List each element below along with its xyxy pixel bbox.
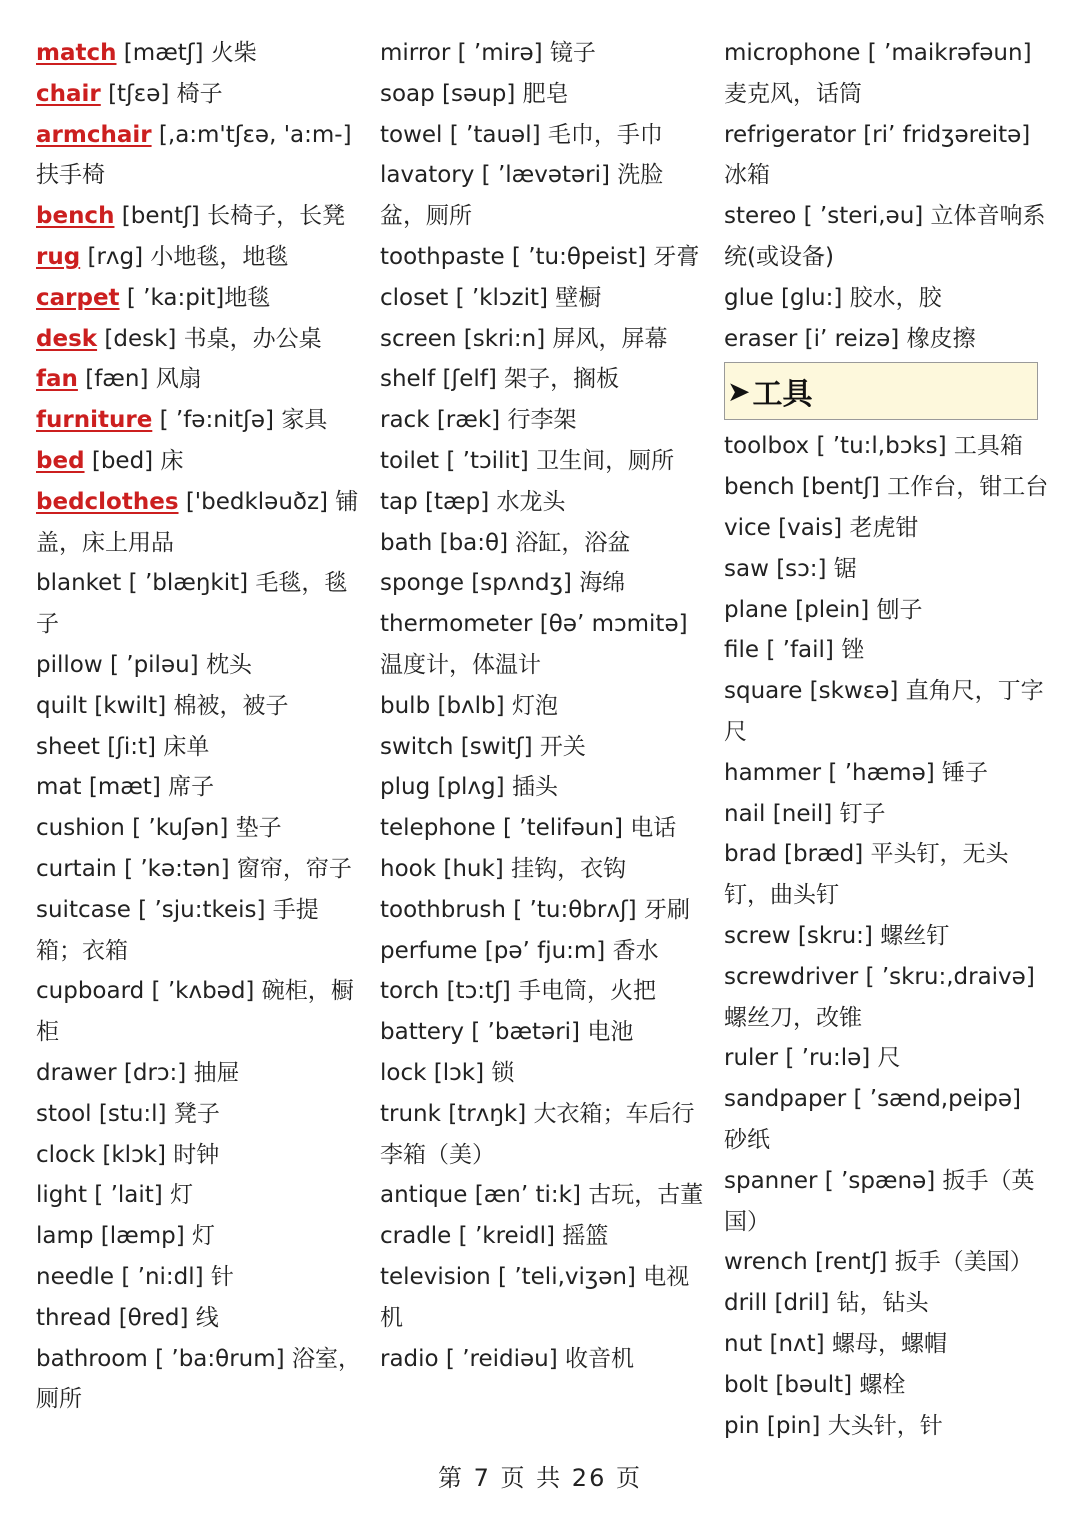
vocab-definition: [ ’kə:tən] 窗帘，帘子 (116, 855, 352, 882)
vocab-entry (36, 482, 362, 564)
vocab-entry (380, 1094, 706, 1176)
vocab-entry (724, 115, 1050, 197)
vocab-entry (724, 630, 1050, 671)
vocab-column-3 (724, 33, 1050, 1446)
vocab-definition: [ba:θ] 浴缸，浴盆 (432, 529, 631, 556)
vocab-word: square (724, 678, 803, 705)
vocab-definition: [ ’tu:l,bɔks] 工具箱 (809, 433, 1023, 460)
vocab-definition: [sɔ:] 锯 (768, 555, 857, 582)
vocab-word: suitcase (36, 896, 131, 923)
vocab-word: shelf (380, 366, 436, 393)
vocab-definition: [θred] 线 (111, 1304, 219, 1331)
vocab-entry (724, 278, 1050, 319)
vocab-word: needle (36, 1263, 115, 1290)
vocab-entry (380, 727, 706, 768)
vocab-definition: [ ’kʌbəd] 碗柜，橱柜 (36, 978, 354, 1046)
vocab-word: bench (36, 203, 115, 230)
vocab-definition: [ ’sju:tkeis] 手提箱；衣箱 (36, 896, 319, 964)
vocab-entry (724, 1406, 1050, 1447)
vocab-word: pillow (36, 651, 103, 678)
vocab-entry (380, 1339, 706, 1380)
vocab-word: thermometer (380, 611, 533, 638)
vocab-word: cupboard (36, 978, 145, 1005)
vocab-entry (380, 319, 706, 360)
vocab-entry (380, 1175, 706, 1216)
vocab-entry (724, 1242, 1050, 1283)
vocab-definition: [ ’lævətəri] 洗脸盆，厕所 (380, 162, 664, 230)
vocab-word: curtain (36, 855, 117, 882)
vocab-word: file (724, 637, 760, 664)
vocab-word: torch (380, 978, 440, 1005)
vocab-definition: [ ’sænd,peipə] 砂纸 (724, 1086, 1021, 1153)
vocab-entry (380, 931, 706, 972)
vocab-entry (724, 1324, 1050, 1365)
vocab-definition: [ ’kuʃən] 垫子 (124, 815, 282, 842)
vocab-definition: [ ’tauəl] 毛巾，手巾 (442, 121, 663, 148)
vocab-definition: [ ’fail] 锉 (759, 637, 865, 664)
vocab-word: glue (724, 284, 774, 311)
vocab-definition: [bəult] 螺栓 (768, 1371, 906, 1398)
vocab-entry (36, 971, 362, 1053)
vocab-definition: [stu:l] 凳子 (91, 1100, 220, 1127)
vocab-definition: [læmp] 灯 (93, 1223, 216, 1250)
vocab-definition: [ ’lait] 灯 (86, 1182, 194, 1209)
vocab-entry (724, 549, 1050, 590)
vocab-entry (36, 74, 362, 115)
vocab-definition: [drɔ:] 抽屉 (116, 1059, 240, 1086)
vocab-entry (36, 400, 362, 441)
vocab-word: screen (380, 325, 457, 352)
vocab-entry (724, 508, 1050, 549)
vocab-definition: [ ’fə:nitʃə] 家具 (152, 407, 328, 434)
vocab-definition: [ ’piləu] 枕头 (102, 651, 252, 678)
vocab-word: mirror (380, 40, 451, 66)
vocab-word: clock (36, 1141, 96, 1168)
vocab-entry (380, 890, 706, 931)
vocab-word: bedclothes (36, 488, 179, 515)
vocab-definition: [ ’teli,viʒən] 电视机 (380, 1263, 690, 1331)
vocab-entry (380, 767, 706, 808)
vocab-definition: [ræk] 行李架 (429, 407, 577, 434)
vocab-definition: [bræd] 平头钉，无头钉，曲头钉 (724, 841, 1009, 909)
vocab-definition: [neil] 钉子 (765, 800, 886, 827)
vocab-word: saw (724, 555, 769, 582)
vocab-word: match (36, 40, 117, 66)
vocab-word: rack (380, 407, 430, 434)
vocab-definition: [ ’hæmə] 锤子 (821, 759, 989, 786)
vocab-definition: [səup] 肥皂 (434, 80, 569, 107)
vocab-word: cradle (380, 1223, 452, 1250)
section-title: 工具 (752, 377, 813, 413)
vocab-definition: [ri’ fridʒəreitə] 冰箱 (724, 121, 1031, 189)
vocab-definition: [ ’ni:dl] 针 (114, 1263, 234, 1290)
vocab-entry (380, 971, 706, 1012)
vocab-entry (724, 467, 1050, 508)
vocab-word: stool (36, 1100, 92, 1127)
vocab-word: bulb (380, 692, 431, 719)
vocab-definition: [mæt] 席子 (81, 774, 215, 801)
vocab-entry (724, 753, 1050, 794)
vocab-entry (36, 1216, 362, 1257)
vocab-entry (380, 1012, 706, 1053)
vocab-entry (36, 645, 362, 686)
arrow-right-icon: ➤ (727, 374, 751, 408)
vocab-word: light (36, 1182, 87, 1209)
vocab-definition: [ ’tɔilit] 卫生间，厕所 (439, 447, 675, 474)
vocab-word: bathroom (36, 1345, 148, 1372)
vocab-entry (380, 1257, 706, 1339)
vocab-definition: [ ’ru:lə] 尺 (778, 1045, 901, 1072)
vocab-definition: [ ’ka:pit]地毯 (119, 284, 271, 311)
vocab-definition: [skri:n] 屏风，屏幕 (456, 325, 668, 352)
vocab-entry (36, 1339, 362, 1421)
vocab-word: toothbrush (380, 896, 506, 923)
vocab-word: brad (724, 841, 777, 868)
vocab-entry (724, 916, 1050, 957)
vocab-definition: [bentʃ] 工作台，钳工台 (794, 474, 1049, 501)
vocab-entry (380, 604, 706, 686)
vocab-entry (36, 359, 362, 400)
vocab-definition: [mætʃ] 火柴 (116, 40, 257, 66)
vocab-definition: [ ’klɔzit] 壁橱 (448, 284, 602, 311)
vocab-word: fan (36, 366, 78, 393)
vocab-word: hammer (724, 759, 822, 786)
vocab-definition: [ ’kreidl] 摇篮 (451, 1223, 609, 1250)
vocab-word: lock (380, 1059, 427, 1086)
vocab-word: stereo (724, 203, 797, 230)
vocab-definition: [pə’ fju:m] 香水 (477, 937, 659, 964)
vocab-definition: [klɔk] 时钟 (95, 1141, 220, 1168)
vocab-definition: [ ’tu:θpeist] 牙膏 (504, 243, 700, 270)
vocab-word: blanket (36, 570, 122, 597)
vocab-definition: [ ’skru:,draivə] 螺丝刀，改锥 (724, 963, 1035, 1031)
vocab-entry (724, 590, 1050, 631)
vocab-word: radio (380, 1345, 439, 1372)
vocab-definition: [pin] 大头针，针 (759, 1412, 943, 1439)
vocab-definition: [fæn] 风扇 (77, 366, 202, 393)
vocab-word: hook (380, 855, 437, 882)
vocab-entry (380, 849, 706, 890)
vocab-definition: [plʌg] 插头 (430, 774, 558, 801)
vocab-word: nut (724, 1330, 763, 1357)
vocab-column-2 (380, 33, 706, 1379)
vocab-entry (36, 849, 362, 890)
vocab-entry (380, 808, 706, 849)
vocab-entry (380, 115, 706, 156)
vocab-entry (36, 1175, 362, 1216)
vocab-word: sheet (36, 733, 100, 760)
vocab-word: toilet (380, 447, 440, 474)
vocab-definition: [tæp] 水龙头 (417, 488, 566, 515)
vocab-definition: [ ’spænə] 扳手（英国） (724, 1167, 1035, 1235)
vocab-definition: [skwɛə] 直角尺，丁字尺 (724, 678, 1044, 745)
vocab-word: thread (36, 1304, 112, 1331)
vocab-definition: [ ’mirə] 镜子 (450, 40, 596, 66)
vocab-entry (724, 794, 1050, 835)
vocab-entry (380, 155, 706, 237)
vocab-definition: [ ’reidiəu] 收音机 (438, 1345, 635, 1372)
vocab-definition: [ ’steri,əu] 立体音响系统(或设备) (724, 203, 1046, 270)
vocab-definition: [bentʃ] 长椅子，长凳 (114, 203, 346, 230)
vocab-word: microphone (724, 40, 861, 66)
vocab-word: nail (724, 800, 766, 827)
vocab-word: vice (724, 514, 771, 541)
vocab-definition: [ ’telifəun] 电话 (495, 815, 677, 842)
vocab-word: drill (724, 1290, 768, 1317)
vocab-word: bench (724, 474, 795, 501)
vocab-entry (36, 890, 362, 972)
vocab-definition: [ ’maikrəfəun] 麦克风，话筒 (724, 40, 1032, 107)
vocab-word: towel (380, 121, 443, 148)
vocab-definition: [rʌg] 小地毯，地毯 (80, 243, 289, 270)
vocab-entry (724, 671, 1050, 753)
vocab-word: eraser (724, 325, 798, 352)
vocab-word: furniture (36, 407, 153, 434)
vocab-word: spanner (724, 1167, 818, 1194)
vocab-definition: [nʌt] 螺母，螺帽 (762, 1330, 947, 1357)
vocab-entry (380, 686, 706, 727)
vocab-entry (724, 1038, 1050, 1079)
vocab-definition: [switʃ] 开关 (453, 733, 586, 760)
vocab-column-1 (36, 33, 362, 1420)
vocab-definition: [bed] 床 (84, 447, 184, 474)
vocab-word: toolbox (724, 433, 810, 460)
vocab-word: telephone (380, 815, 496, 842)
vocab-entry (380, 400, 706, 441)
vocab-entry (380, 33, 706, 74)
vocab-definition: [skru:] 螺丝钉 (790, 922, 950, 949)
vocab-definition: [plein] 刨子 (787, 596, 923, 623)
vocab-entry (380, 1216, 706, 1257)
vocab-entry (36, 1135, 362, 1176)
vocab-word: wrench (724, 1249, 808, 1276)
vocab-entry (36, 1053, 362, 1094)
vocab-entry (380, 563, 706, 604)
vocab-word: drawer (36, 1059, 117, 1086)
vocab-entry (724, 834, 1050, 916)
vocab-definition: [dril] 钻，钻头 (767, 1290, 929, 1317)
vocab-word: carpet (36, 284, 120, 311)
vocab-entry (36, 727, 362, 768)
vocab-entry (724, 957, 1050, 1039)
vocab-word: lamp (36, 1223, 94, 1250)
vocab-entry (724, 319, 1050, 360)
vocab-definition: [kwilt] 棉被，被子 (86, 692, 289, 719)
vocab-word: cushion (36, 815, 125, 842)
vocab-word: plane (724, 596, 788, 623)
vocab-word: lavatory (380, 162, 475, 189)
vocab-entry (36, 1298, 362, 1339)
vocab-definition: [vais] 老虎钳 (770, 514, 919, 541)
vocab-entry (380, 441, 706, 482)
vocab-word: soap (380, 80, 435, 107)
vocab-entry (724, 1079, 1050, 1161)
vocab-entry (724, 426, 1050, 467)
vocab-entry (380, 523, 706, 564)
vocab-entry (36, 196, 362, 237)
vocab-word: screwdriver (724, 963, 859, 990)
vocab-definition: [tʃɛə] 椅子 (100, 80, 223, 107)
vocab-word: armchair (36, 121, 152, 148)
vocab-definition: [ ’ba:θrum] 浴室，厕所 (36, 1345, 361, 1413)
vocab-entry (724, 196, 1050, 278)
vocab-definition: [ ’bætəri] 电池 (463, 1019, 634, 1046)
vocab-entry (36, 1257, 362, 1298)
vocab-word: bath (380, 529, 433, 556)
vocab-definition: [lɔk] 锁 (426, 1059, 515, 1086)
vocab-definition: [glu:] 胶水，胶 (773, 284, 942, 311)
vocab-entry (36, 33, 362, 74)
vocab-word: tap (380, 488, 418, 515)
vocab-entry (380, 237, 706, 278)
vocab-word: perfume (380, 937, 478, 964)
vocab-entry (380, 359, 706, 400)
vocab-entry (36, 441, 362, 482)
vocab-word: switch (380, 733, 454, 760)
vocab-entry (380, 482, 706, 523)
vocab-word: chair (36, 80, 101, 107)
vocab-word: antique (380, 1182, 468, 1209)
vocab-entry (724, 33, 1050, 115)
vocab-entry (36, 278, 362, 319)
vocab-word: ruler (724, 1045, 779, 1072)
vocab-definition: [i’ reizə] 橡皮擦 (797, 325, 976, 352)
vocab-definition: [trʌŋk] 大衣箱；车后行李箱（美） (380, 1100, 695, 1168)
vocab-entry (36, 686, 362, 727)
vocab-word: trunk (380, 1100, 441, 1127)
vocab-word: bed (36, 447, 85, 474)
vocab-entry (36, 808, 362, 849)
vocab-word: television (380, 1263, 491, 1290)
vocab-entry (36, 237, 362, 278)
vocab-entry (36, 1094, 362, 1135)
vocab-definition: [ ’tu:θbrʌʃ] 牙刷 (505, 896, 690, 923)
vocab-word: toothpaste (380, 243, 505, 270)
vocab-word: sandpaper (724, 1086, 847, 1113)
vocab-entry (36, 767, 362, 808)
vocab-word: rug (36, 243, 81, 270)
vocab-word: screw (724, 922, 791, 949)
page-footer: 第 7 页 共 26 页 (438, 1464, 642, 1492)
vocab-definition: [θə’ mɔmitə] 温度计，体温计 (380, 611, 688, 678)
vocab-definition: [bʌlb] 灯泡 (430, 692, 558, 719)
vocab-entry (380, 278, 706, 319)
vocab-definition: [tɔ:tʃ] 手电筒，火把 (439, 978, 656, 1005)
vocab-word: bolt (724, 1371, 769, 1398)
vocab-entry (36, 319, 362, 360)
vocab-word: plug (380, 774, 431, 801)
vocab-entry (724, 1161, 1050, 1243)
vocab-word: pin (724, 1412, 760, 1439)
vocab-word: desk (36, 325, 98, 352)
vocab-definition: [huk] 挂钩，衣钩 (436, 855, 627, 882)
vocab-definition: [rentʃ] 扳手（美国） (807, 1249, 1033, 1276)
vocab-definition: [desk] 书桌，办公桌 (97, 325, 322, 352)
vocab-entry (724, 1365, 1050, 1406)
vocab-word: refrigerator (724, 121, 856, 148)
vocab-entry (36, 563, 362, 645)
vocab-word: mat (36, 774, 82, 801)
vocab-word: quilt (36, 692, 87, 719)
vocab-definition: [ʃi:t] 床单 (99, 733, 210, 760)
vocab-word: sponge (380, 570, 464, 597)
vocab-definition: ['bedkləuðz] 铺盖，床上用品 (36, 488, 359, 556)
vocab-entry (380, 1053, 706, 1094)
section-header (724, 362, 1038, 420)
vocab-entry (380, 74, 706, 115)
vocab-definition: [,a:m'tʃɛə, 'a:m-] 扶手椅 (36, 121, 352, 189)
vocab-word: closet (380, 284, 449, 311)
vocab-definition: [spʌndʒ] 海绵 (463, 570, 626, 597)
vocab-definition: [æn’ ti:k] 古玩，古董 (467, 1182, 704, 1209)
vocab-word: battery (380, 1019, 464, 1046)
vocab-entry (724, 1283, 1050, 1324)
vocab-entry (36, 115, 362, 197)
vocab-definition: [ ’blæŋkit] 毛毯，毯子 (36, 570, 348, 638)
vocab-definition: [ʃelf] 架子，搁板 (435, 366, 620, 393)
